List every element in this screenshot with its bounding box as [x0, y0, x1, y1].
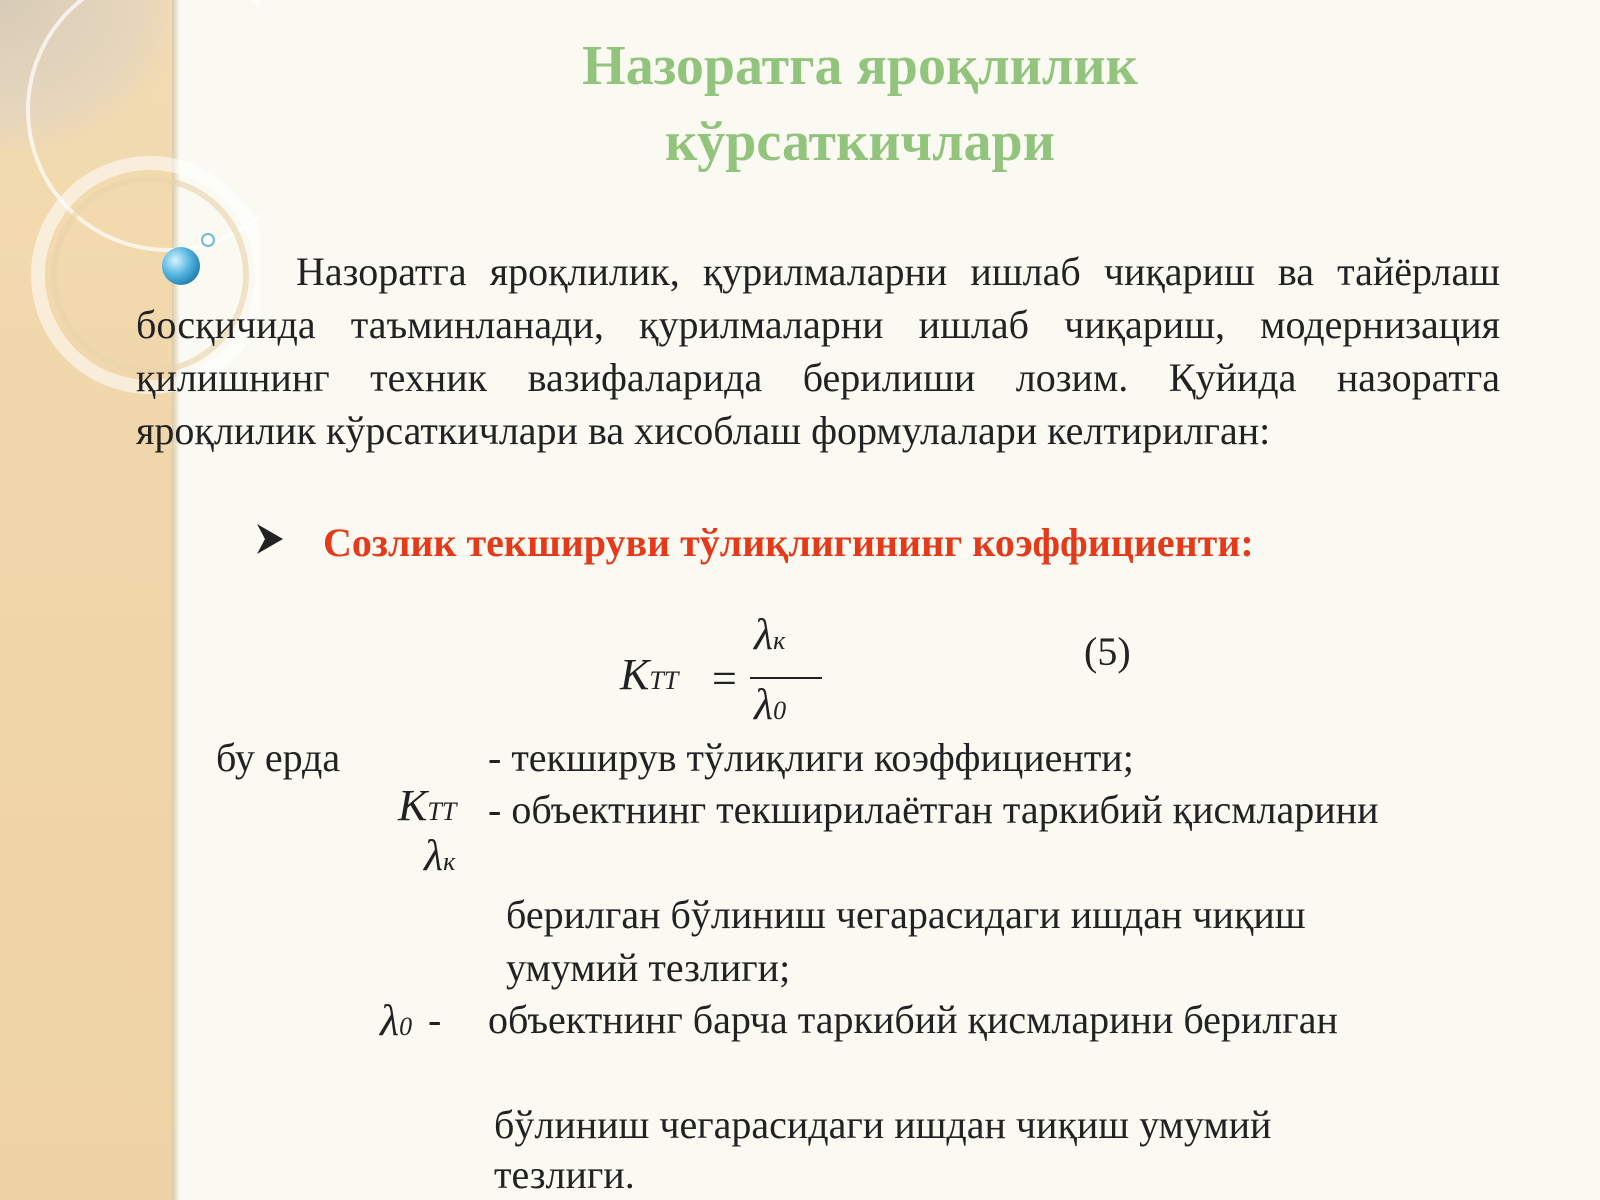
lambda-k-symbol: λк	[424, 831, 456, 880]
lambda-k-definition-line-3: умумий тезлиги;	[506, 945, 791, 990]
lambda-0-definition-line-1: объектнинг барча таркибий қисмларини берилган	[488, 997, 1338, 1042]
arrow-bullet-icon	[255, 522, 285, 556]
lambda-0-symbol: λ0	[380, 996, 413, 1045]
formula-denominator: λ0	[754, 680, 787, 729]
formula-numerator: λк	[754, 610, 786, 659]
formula-equals: =	[712, 654, 737, 703]
formula-lhs: KTT	[620, 650, 679, 699]
lambda-0-definition-line-2: бўлиниш чегарасидаги ишдан чиқиш умумий	[494, 1102, 1272, 1147]
k-definition: - текширув тўлиқлиги коэффициенти;	[488, 735, 1134, 780]
formula-5	[620, 610, 820, 735]
k-tt-symbol: KTT	[398, 781, 457, 830]
intro-paragraph: Назоратга яроқлилик, қурилмаларни ишлаб чиқариш ва тайёрлаш босқичида таъминланади, қурилмаларни ишлаб чиқариш, модернизация қилишнинг техник вазифаларида берилиши лозим. Қуйида назоратга яроқлилик кўрсаткичлари ва хисоблаш формулалари келтирилган:	[136, 249, 1500, 453]
title-line-2: кўрсаткичлари	[665, 111, 1055, 173]
lambda-k-definition-line-1: - объектнинг текширилаётган таркибий қисмларини	[488, 787, 1379, 832]
bullet-text: Созлик текшируви тўлиқлигининг коэффициенти:	[323, 520, 1254, 565]
definitions-intro: бу ерда	[216, 735, 341, 780]
equation-number: (5)	[1084, 629, 1131, 674]
title-line-1: Назоратга яроқлилик	[582, 35, 1138, 97]
lambda-0-dash: -	[428, 997, 442, 1042]
lambda-k-definition-line-2: берилган бўлиниш чегарасидаги ишдан чиқиш	[506, 892, 1306, 937]
slide-title	[430, 28, 1290, 180]
lambda-0-definition-line-3: тезлиги.	[494, 1152, 635, 1197]
